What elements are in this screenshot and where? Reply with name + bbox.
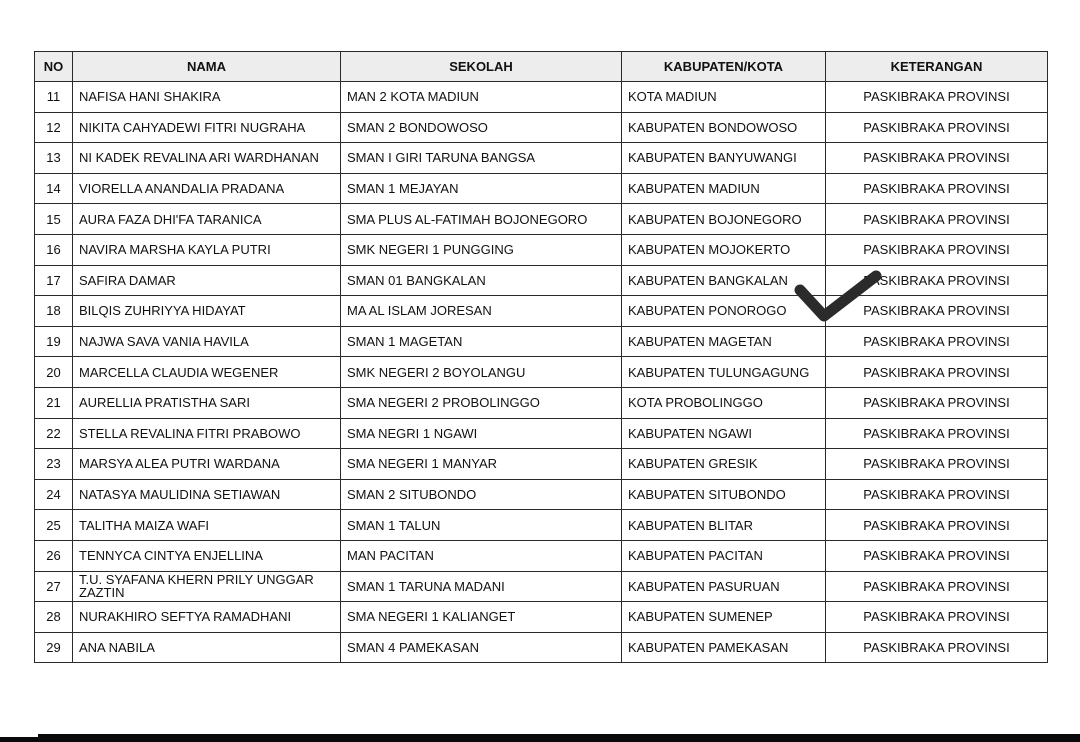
cell-no: 21 [35,387,73,418]
table-row [35,632,1048,663]
cell-kabupaten-kota: KABUPATEN BLITAR [622,510,826,541]
cell-keterangan: PASKIBRAKA PROVINSI [826,540,1048,571]
table-row [35,82,1048,113]
cell-sekolah: SMA NEGERI 1 MANYAR [341,449,622,480]
cell-no: 27 [35,571,73,602]
cell-nama: STELLA REVALINA FITRI PRABOWO [73,418,341,449]
cell-no: 13 [35,143,73,174]
cell-no: 23 [35,449,73,480]
cell-nama: SAFIRA DAMAR [73,265,341,296]
cell-sekolah: SMAN 1 MEJAYAN [341,173,622,204]
table-row [35,173,1048,204]
cell-nama: NURAKHIRO SEFTYA RAMADHANI [73,602,341,633]
cell-no: 22 [35,418,73,449]
cell-keterangan: PASKIBRAKA PROVINSI [826,602,1048,633]
cell-sekolah: MA AL ISLAM JORESAN [341,296,622,327]
cell-kabupaten-kota: KABUPATEN BANYUWANGI [622,143,826,174]
cell-kabupaten-kota: KABUPATEN TULUNGAGUNG [622,357,826,388]
table-row [35,357,1048,388]
cell-no: 11 [35,82,73,113]
cell-sekolah: SMA NEGERI 2 PROBOLINGGO [341,387,622,418]
cell-sekolah: SMAN 1 TARUNA MADANI [341,571,622,602]
bottom-edge-bar [0,734,1080,742]
cell-kabupaten-kota: KABUPATEN MOJOKERTO [622,234,826,265]
cell-no: 25 [35,510,73,541]
cell-keterangan: PASKIBRAKA PROVINSI [826,112,1048,143]
cell-nama: MARCELLA CLAUDIA WEGENER [73,357,341,388]
cell-nama: NI KADEK REVALINA ARI WARDHANAN [73,143,341,174]
cell-sekolah: SMA NEGRI 1 NGAWI [341,418,622,449]
cell-kabupaten-kota: KABUPATEN BONDOWOSO [622,112,826,143]
table-row [35,387,1048,418]
cell-kabupaten-kota: KABUPATEN BANGKALAN [622,265,826,296]
cell-nama: MARSYA ALEA PUTRI WARDANA [73,449,341,480]
cell-sekolah: SMK NEGERI 1 PUNGGING [341,234,622,265]
cell-sekolah: SMAN 01 BANGKALAN [341,265,622,296]
cell-no: 14 [35,173,73,204]
cell-keterangan: PASKIBRAKA PROVINSI [826,326,1048,357]
cell-nama: NAJWA SAVA VANIA HAVILA [73,326,341,357]
cell-kabupaten-kota: KOTA PROBOLINGGO [622,387,826,418]
table-body [35,82,1048,663]
table-row [35,418,1048,449]
table-row [35,602,1048,633]
cell-nama: NIKITA CAHYADEWI FITRI NUGRAHA [73,112,341,143]
cell-keterangan: PASKIBRAKA PROVINSI [826,449,1048,480]
cell-keterangan: PASKIBRAKA PROVINSI [826,479,1048,510]
cell-no: 26 [35,540,73,571]
cell-kabupaten-kota: KABUPATEN PONOROGO [622,296,826,327]
cell-no: 17 [35,265,73,296]
table-row [35,326,1048,357]
cell-nama: TALITHA MAIZA WAFI [73,510,341,541]
cell-nama: AURELLIA PRATISTHA SARI [73,387,341,418]
cell-nama: VIORELLA ANANDALIA PRADANA [73,173,341,204]
table-row [35,296,1048,327]
cell-kabupaten-kota: KABUPATEN PACITAN [622,540,826,571]
cell-keterangan: PASKIBRAKA PROVINSI [826,296,1048,327]
cell-sekolah: SMAN 4 PAMEKASAN [341,632,622,663]
cell-nama: AURA FAZA DHI'FA TARANICA [73,204,341,235]
header-no: NO [35,52,73,82]
table-header-row [35,52,1048,82]
cell-sekolah: SMA PLUS AL-FATIMAH BOJONEGORO [341,204,622,235]
cell-sekolah: SMAN 2 SITUBONDO [341,479,622,510]
header-keterangan: KETERANGAN [826,52,1048,82]
cell-kabupaten-kota: KABUPATEN NGAWI [622,418,826,449]
cell-nama: BILQIS ZUHRIYYA HIDAYAT [73,296,341,327]
table-row [35,112,1048,143]
cell-keterangan: PASKIBRAKA PROVINSI [826,632,1048,663]
cell-no: 12 [35,112,73,143]
table-row [35,449,1048,480]
cell-no: 15 [35,204,73,235]
cell-kabupaten-kota: KABUPATEN PAMEKASAN [622,632,826,663]
cell-sekolah: SMAN 2 BONDOWOSO [341,112,622,143]
cell-sekolah: SMK NEGERI 2 BOYOLANGU [341,357,622,388]
cell-sekolah: SMAN 1 MAGETAN [341,326,622,357]
cell-keterangan: PASKIBRAKA PROVINSI [826,234,1048,265]
cell-keterangan: PASKIBRAKA PROVINSI [826,387,1048,418]
cell-sekolah: SMAN I GIRI TARUNA BANGSA [341,143,622,174]
header-kabupaten-kota: KABUPATEN/KOTA [622,52,826,82]
cell-kabupaten-kota: KABUPATEN MADIUN [622,173,826,204]
cell-nama: NAFISA HANI SHAKIRA [73,82,341,113]
cell-no: 24 [35,479,73,510]
table-row [35,265,1048,296]
cell-keterangan: PASKIBRAKA PROVINSI [826,357,1048,388]
cell-sekolah: MAN 2 KOTA MADIUN [341,82,622,113]
table-row [35,234,1048,265]
cell-no: 19 [35,326,73,357]
table-row [35,540,1048,571]
cell-keterangan: PASKIBRAKA PROVINSI [826,82,1048,113]
cell-sekolah: SMA NEGERI 1 KALIANGET [341,602,622,633]
cell-sekolah: SMAN 1 TALUN [341,510,622,541]
cell-kabupaten-kota: KABUPATEN MAGETAN [622,326,826,357]
cell-keterangan: PASKIBRAKA PROVINSI [826,571,1048,602]
table-row [35,204,1048,235]
cell-nama: TENNYCA CINTYA ENJELLINA [73,540,341,571]
table-row [35,479,1048,510]
cell-kabupaten-kota: KABUPATEN SITUBONDO [622,479,826,510]
cell-kabupaten-kota: KABUPATEN GRESIK [622,449,826,480]
cell-no: 28 [35,602,73,633]
cell-nama: NATASYA MAULIDINA SETIAWAN [73,479,341,510]
cell-keterangan: PASKIBRAKA PROVINSI [826,143,1048,174]
table-row [35,571,1048,602]
cell-keterangan: PASKIBRAKA PROVINSI [826,173,1048,204]
cell-kabupaten-kota: KABUPATEN PASURUAN [622,571,826,602]
cell-keterangan: PASKIBRAKA PROVINSI [826,265,1048,296]
cell-no: 16 [35,234,73,265]
table-row [35,510,1048,541]
cell-nama: ANA NABILA [73,632,341,663]
cell-kabupaten-kota: KABUPATEN BOJONEGORO [622,204,826,235]
cell-nama: NAVIRA MARSHA KAYLA PUTRI [73,234,341,265]
cell-kabupaten-kota: KOTA MADIUN [622,82,826,113]
cell-keterangan: PASKIBRAKA PROVINSI [826,204,1048,235]
cell-nama: T.U. SYAFANA KHERN PRILY UNGGAR ZAZTIN [73,571,341,602]
header-nama: NAMA [73,52,341,82]
cell-no: 20 [35,357,73,388]
participants-table [34,51,1048,663]
cell-sekolah: MAN PACITAN [341,540,622,571]
table-row [35,143,1048,174]
cell-no: 18 [35,296,73,327]
bottom-edge-notch [0,734,38,737]
cell-no: 29 [35,632,73,663]
header-sekolah: SEKOLAH [341,52,622,82]
cell-kabupaten-kota: KABUPATEN SUMENEP [622,602,826,633]
cell-keterangan: PASKIBRAKA PROVINSI [826,510,1048,541]
cell-keterangan: PASKIBRAKA PROVINSI [826,418,1048,449]
